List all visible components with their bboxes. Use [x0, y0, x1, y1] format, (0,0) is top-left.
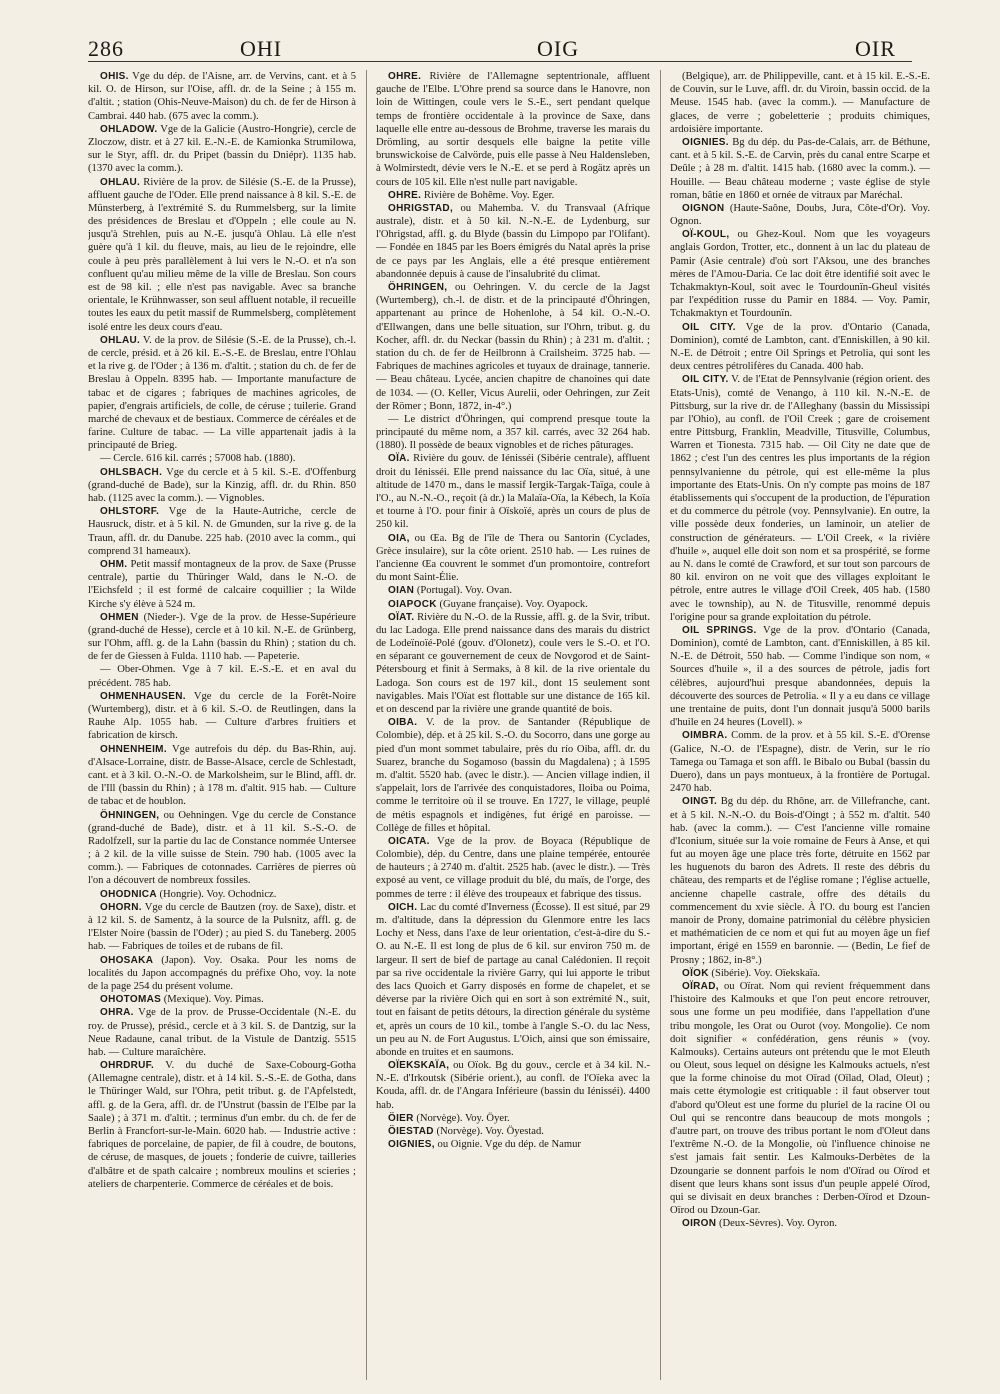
entry-text: Vge de la prov. d'Ontario (Canada, Dominion), comté de Lambton, cant. d'Enniskillen, à 90 kil. N.-E. de Détroit ; entre Oil Springs et Petrolia, qui sont les deux centres pétrolifères du Canada. 400 hab.: [670, 321, 930, 373]
entry-text: ou Oehringen. V. du cercle de la Jagst (Wurtemberg), ch.-l. de distr. et de la principauté d'Öhringen, appartenant au prince de Hohenlohe, à 54 kil. O.-N.-O. d'Ellwangen, dans une belle situation, sur l'Ohrn, tribut. g. du Kocher, affl. dr. du Neckar (bassin du Rhin) ; à 231 m. d'altit. ; station du ch. de fer de Heilbronn à Crailsheim. 3725 hab. — Fabriques de machines agricoles et tuyaux de drainage, tannerie. — Beau château. Lycée, ancien chapitre de chanoines qui date de 1034. — (O. Keller, Vicus Aurelii, oder Oehringen, zur Zeit der Römer ; Bonn, 1872, in-4°.): [376, 282, 650, 412]
entry-text: Rivière du gouv. de Iénisséi (Sibérie centrale), affluent droit du Iénisséi. Elle prend naissance du lac Oïa, situé, à une altitude de 1470 m., dans le massif Iergik-Targak-Taïga, coule à l'O., au N.-N.-O., reçoit (à dr.) la Malaïa-Oïa, la Kébech, la Koïa et tourne à l'O. pour finir à Oïskoïé, après un cours de plus de 250 kil.: [376, 453, 650, 531]
dictionary-entry: [670, 1217, 930, 1230]
entry-text: Vge de la Galicie (Austro-Hongrie), cercle de Zloczow, distr. et à 27 kil. E.-N.-E. de Kamionka Strumilowa, sur le Styr, affl. dr. du Pripet (bassin du Dniépr). 1135 hab. (1370 avec la comm.).: [88, 123, 356, 175]
entry-headword: OHLADOW.: [100, 123, 158, 135]
entry-headword: OIL CITY.: [682, 374, 729, 386]
entry-headword: OHRE.: [388, 189, 422, 201]
entry-text: V. de l'Etat de Pennsylvanie (région orient. des Etats-Unis), comté de Venango, à 110 kil. N.-N.-E. de Pittsburg, sur la rive dr. de l'Alleghany (bassin du Mississipi par l'Ohio), au confl. de l'Oil Creek ; gare de croisement entre Pittsburg, Franklin, Meadville, Titusville, Columbus, Warren et Tionesta. 7315 hab. — Oil City ne date que de 1862 ; c'est l'un des centres les plus importants de la région pennsylvanienne du pétrole, qui est elle-même la plus importante des Etats-Unis. On n'y compte pas moins de 187 établissements qui s'occupent de la production, de l'épuration et du commerce du pétrole (voy. Pennsylvanie). En outre, la ville possède deux fonderies, un laminoir, un atelier de construction de générateurs. — L'Oil Creek, « la rivière d'huile », auquel elle doit son nom et sa prospérité, se forme au N. dans le comté de Crawford, et sur tout son parcours de 80 kil. environ on ne voit que des villages exploitant le pétrole, entre autres le village d'Oil Creek, 405 hab. (1580 avec le township), au N. de Titusville, renommé depuis l'origine pour sa grande exploitation du pétrole.: [670, 374, 930, 623]
dictionary-entry: [670, 321, 930, 374]
entry-headword: OÏ-KOUL,: [682, 229, 730, 241]
entry-text: Rivière de Bohême. Voy. Eger.: [423, 189, 555, 201]
entry-headword: OIRON: [682, 1218, 717, 1230]
dictionary-entry: [88, 558, 356, 611]
dictionary-entry: [88, 993, 356, 1006]
entry-text: (Mexique). Voy. Pimas.: [163, 994, 264, 1006]
entry-headword: OIL SPRINGS.: [682, 624, 757, 636]
entry-text: (Portugal). Voy. Ovan.: [416, 585, 513, 597]
entry-text: Vge de la prov. de Prusse-Occidentale (N.-E. du roy. de Prusse), présid., cercle et à 3 kil. S. de Dantzig, sur la Neue Radaune, canal tribut. de la Vistule de Dantzig. 5515 hab. — Culture maraîchère.: [88, 1007, 356, 1058]
dictionary-entry: [376, 598, 650, 611]
dictionary-entry: [376, 70, 650, 189]
dictionary-entry: [88, 690, 356, 743]
entry-headword: OÏAT.: [388, 611, 415, 623]
entry-text: ou Oignie. Vge du dép. de Namur: [437, 1139, 581, 1151]
dictionary-entry: [376, 1112, 650, 1125]
entry-text: ou Ghez-Koul. Nom que les voyageurs anglais Gordon, Trotter, etc., donnent à un lac du plateau de Pamir (Asie centrale) d'où sort l'Aksou, une des branches mères de l'Amou-Daria. Ce lac doit être identifié soit avec le Tchakmaktyn-Koul, soit avec le Tourdounïn-Gheul visités par l'expédition russe du Pamir en 1884. — Voy. Pamir, Tchakmaktyn et Tourdounïn.: [670, 229, 930, 320]
dictionary-entry: [376, 1138, 650, 1151]
dictionary-entry: [88, 901, 356, 954]
entry-text: Lac du comté d'Inverness (Écosse). Il est situé, par 29 m. d'altitude, dans la dépression du Glenmore entre les lacs Lochy et Ness, dans l'axe de leur orientation, c'est-à-dire du S.-O. au N.-E. Il est long de plus de 6 kil. sur environ 750 m. de largeur. Il sert de bief de partage au canal Calédonien. Il reçoit par sa rive occidentale la rivière Garry, qui lui apporte le tribut des lacs Quoich et Garry disposés en forme de chapelet, et se déverse par la rivière Oich qui en sort à son extrémité N., suit, tout en faisant de petits détours, la direction générale du système et, après un cours de 10 kil., tombe à l'angle S.-O. du lac Ness, un peu au N. de Fort Augustus. L'Oich, ainsi que son émissaire, abonde en truites et en saumons.: [376, 901, 650, 1058]
entry-text: Vge de la prov. de Boyaca (République de Colombie), dép. du Centre, dans une plaine tempérée, entourée de hauteurs ; à 2740 m. d'altit. 2525 hab. (avec le distr.). — Très exposé au vent, ce village produit du blé, du maïs, de l'orge, des pommes de terre : il élève des troupeaux et fabrique des tissus.: [376, 835, 650, 900]
running-header: [30, 28, 970, 64]
entry-headword: OHRIGSTAD,: [388, 202, 454, 214]
dictionary-entry: [88, 809, 356, 888]
header-rule: [88, 61, 912, 62]
dictionary-entry: [670, 70, 930, 136]
dictionary-entry: [376, 1059, 650, 1112]
entry-text: (Belgique), arr. de Philippeville, cant. et à 15 kil. E.-S.-E. de Couvin, sur le Luve, affl. dr. du Viroin, bassin occid. de la Meuse. 1545 hab. (avec la comm.). — Manufacture de glaces, de verre ; gobeletterie ; produits chimiques, ardoisière importante.: [670, 71, 930, 135]
entry-headword: OINGT.: [682, 796, 718, 808]
entry-headword: ÖHRINGEN,: [388, 282, 448, 293]
dictionary-entry: [88, 1006, 356, 1059]
dictionary-entry: [376, 189, 650, 202]
entry-text: (Guyane française). Voy. Oyapock.: [439, 598, 588, 610]
column-2: [366, 70, 650, 1380]
entry-text: Vge autrefois du dép. du Bas-Rhin, auj. d'Alsace-Lorraine, distr. de Basse-Alsace, cercle de Schlestadt, cant. et à 3 kil. O.-N.-O. de Markolsheim, sur le Blind, affl. dr. de l'Ill (bassin du Rhin) ; à 178 m. d'altit. 915 hab. — Culture de tabac et de houblon.: [88, 743, 356, 808]
dictionary-entry: [88, 70, 356, 123]
entry-text: Petit massif montagneux de la prov. de Saxe (Prusse centrale), partie du Thüringer Wald, dans le N.-O. de l'Eichsfeld ; il est formé de calcaire coquillier ; la Wilde Kirche s'y élève à 524 m.: [88, 558, 356, 610]
entry-headword: OHRDRUF.: [100, 1060, 155, 1072]
dictionary-entry: [670, 202, 930, 228]
entry-headword: OHLSTORF.: [100, 506, 160, 518]
entry-headword: OHMEN: [100, 611, 139, 623]
header-right-guide-word: OIR: [855, 36, 896, 61]
entry-text: ou Mahemba. V. du Transvaal (Afrique australe), distr. et à 50 kil. N.-N.-E. de Lydenburg, sur l'Ohrigstad, affl. g. du Blyde (bassin du Limpopo par l'Olifant). — Fondée en 1845 par les Boers émigrés du Natal après la prise de ce pays par les Anglais, elle a été presque entièrement abandonnée depuis à cause de l'insalubrité du climat.: [376, 202, 650, 280]
entry-text: (Sibérie). Voy. Oïekskaïa.: [711, 967, 821, 979]
dictionary-entry: [376, 901, 650, 1059]
entry-text: Vge du cercle de la Forêt-Noire (Wurtemberg), distr. et à 6 kil. S.-O. de Reutlingen, dans la Rauhe Alp. 1055 hab. — Culture d'arbres fruitiers et fabrication de kirsch.: [88, 690, 356, 742]
entry-headword: OIGNON: [682, 202, 725, 214]
header-center-guide-word: OIG: [537, 36, 580, 61]
entry-text: (Nieder-). Vge de la prov. de Hesse-Supérieure (grand-duché de Hesse), cercle et à 10 kil. N.-E. de Grünberg, sur l'Ohm, affl. g. de la Lahn (bassin du Rhin) ; station du ch. de fer de Giessen à Fulda. 1110 hab. — Papeterie.: [88, 611, 356, 663]
entry-text: V. du duché de Saxe-Cobourg-Gotha (Allemagne centrale), distr. et à 14 kil. S.-S.-E. de Gotha, dans le Thüringer Wald, sur l'Ohra, petit tribut. g. de l'Apfelstedt, affl. g. de la Gera, affl. dr. de l'Unstrut (bassin de l'Elbe par la Saale) ; à 371 m. d'altit. ; terminus d'un embr. du ch. de fer de Berlin à Francfort-sur-le-Main. 6020 hab. — Industrie active : fabriques de porcelaine, de papier, de fil à coudre, de boutons, de céruse, de masques, de jouets ; fonderie de cuivre, tailleries d'albâtre et de spath calcaire ; nombreux moulins et scieries ; ateliers de charpenterie. Commerce de céréales et de bois.: [88, 1060, 356, 1190]
entry-headword: OIAN: [388, 585, 415, 597]
entry-headword: ÖHNINGEN,: [100, 809, 160, 821]
entry-headword: OHLSBACH.: [100, 466, 163, 478]
entry-headword: OIGNIES.: [682, 136, 729, 148]
entry-headword: OIGNIES,: [388, 1139, 435, 1151]
dictionary-entry: [88, 466, 356, 506]
entry-headword: OHLAU.: [100, 176, 141, 188]
dictionary-entry: [88, 1059, 356, 1191]
entry-text: — Cercle. 616 kil. carrés ; 57008 hab. (1880).: [100, 453, 296, 465]
dictionary-entry: [88, 743, 356, 809]
dictionary-entry: [88, 334, 356, 453]
entry-text: ou Oehningen. Vge du cercle de Constance (grand-duché de Bade), distr. et à 11 kil. S.-S.-O. de Radolfzell, sur la partie du lac de Constance nommée Untersee ; à 2 kil. de la ville suisse de Stein. 790 hab. (1005 avec la comm.). — Fabriques de cotonnades. Carrières de pierres où l'on a découvert de nombreux fossiles.: [88, 809, 356, 887]
entry-text: Bg du dép. du Pas-de-Calais, arr. de Béthune, cant. et à 5 kil. S.-E. de Carvin, près du canal entre Scarpe et Deûle ; à 28 m. d'altit. 1415 hab. (1680 avec la comm.). — Houille. — Beau château moderne ; vaste église de style roman, bâtie en 1860 et ornée de vitraux par Maréchal.: [670, 136, 930, 201]
dictionary-entry: [670, 624, 930, 730]
entry-headword: OHIS.: [100, 71, 129, 82]
entry-text: Vge de la prov. d'Ontario (Canada, Dominion), comté de Lambton, cant. d'Enniskillen, à 85 kil. N.-E. de Détroit, 550 hab. — Comme l'indique son nom, « Sources d'huile », il a des sources de pétrole, jadis fort célèbres, aujourd'hui presque abandonnées, depuis la découverte des sources de Petrolia. « Il y a eu dans ce village une trentaine de puits, dont l'un donnait jusqu'à 5000 barils d'huile en 24 heures (Lovell). »: [670, 624, 930, 729]
dictionary-entry: [376, 202, 650, 281]
column-3: [660, 70, 930, 1380]
dictionary-entry: [88, 123, 356, 176]
dictionary-entry: [670, 980, 930, 1217]
entry-headword: OHRE.: [388, 71, 422, 82]
entry-text: (Japon). Voy. Osaka. Pour les noms de localités du Japon accompagnés du préfixe Oho, voy. la note de la page 254 du présent volume.: [88, 954, 356, 992]
dictionary-entry: [670, 967, 930, 980]
entry-text: (Norvège). Voy. Öyestad.: [436, 1126, 544, 1137]
entry-headword: ÖIER: [388, 1112, 414, 1124]
entry-text: ou Œa. Bg de l'île de Thera ou Santorin (Cyclades, Grèce insulaire), sur la côte orient. 2510 hab. — Les ruines de l'ancienne Œa couvrent le sommet d'un promontoire, contrefort du mont Saint-Élie.: [376, 532, 650, 584]
dictionary-entry: [376, 413, 650, 453]
entry-headword: OHNENHEIM.: [100, 743, 167, 755]
entry-headword: OHMENHAUSEN.: [100, 690, 186, 702]
entry-headword: ÖIESTAD: [388, 1126, 434, 1137]
entry-headword: OÏEKSKAÏA,: [388, 1060, 450, 1072]
entry-headword: OÏA.: [388, 453, 410, 465]
entry-text: — Le district d'Öhringen, qui comprend presque toute la principauté du même nom, a 357 kil. carrés, avec 32 264 hab. (1880). Il possède de beaux vignobles et de riches pâturages.: [376, 413, 650, 452]
dictionary-entry: [670, 136, 930, 202]
entry-text: (Norvège). Voy. Öyer.: [416, 1112, 510, 1124]
dictionary-entry: [376, 835, 650, 901]
dictionary-entry: [376, 1125, 650, 1138]
entry-text: (Haute-Saône, Doubs, Jura, Côte-d'Or). Voy. Ognon.: [670, 202, 930, 228]
dictionary-entry: [670, 373, 930, 624]
entry-headword: OHLAU.: [100, 334, 141, 346]
dictionary-entry: [376, 611, 650, 717]
entry-text: Rivière du N.-O. de la Russie, affl. g. de la Svir, tribut. du lac Ladoga. Elle prend naissance dans des marais du district de Lodeïnoïé-Polé (gouv. d'Olonetz), coule vers le S.-O. et l'O. en séparant ce gouvernement de ceux de Novgorod et de Saint-Pétersbourg et finit à Sermaks, à 8 kil. de la rive orientale du Ladoga. Son cours est de 197 kil., dont 15 seulement sont navigables. Mais l'Oïat est flottable sur une distance de 165 kil. et on descend par la rivière une grande quantité de bois.: [376, 611, 650, 715]
dictionary-entry: [88, 452, 356, 465]
dictionary-entry: [376, 281, 650, 413]
entry-headword: OIL CITY.: [682, 321, 736, 333]
entry-headword: OÏOK: [682, 967, 709, 979]
entry-headword: OHORN.: [100, 901, 142, 913]
dictionary-entry: [376, 452, 650, 531]
entry-text: Rivière de l'Allemagne septentrionale, affluent gauche de l'Elbe. L'Ohre prend sa source dans le Hanovre, non loin de Wittingen, coule vers le S.-E., sert pendant quelque temps de frontière occidentale à la province de Saxe, dans laquelle elle entre au-dessous de Brohme, traverse les marais du Drömling, au sortir desquels elle baigne la petite ville brunswickoise de Calvörde, puis elle passe à Neu Haldensleben, à Wolmirstedt, dévie vers le N.-E. et se perd à Rogätz après un cours de 105 kil. Elle n'est nulle part navigable.: [376, 71, 650, 188]
dictionary-entry: [670, 729, 930, 795]
entry-text: V. de la prov. de Silésie (S.-E. de la Prusse), ch.-l. de cercle, présid. et à 26 kil. E.-S.-E. de Breslau, entre l'Ohlau et la rive g. de l'Oder ; à 136 m. d'altit. ; station du ch. de fer de Breslau à Oppeln. 8395 hab. — Importante manufacture de tabac et de cigares ; fabriques de machines agricoles, de papier, d'engrais artificiels, de colle, de céruse ; tuilerie. Grand marché de chevaux et de bestiaux. Commerce de céréales et de farine. Culture de tabac. — La ville appartenait jadis à la principauté de Brieg.: [88, 334, 356, 452]
entry-headword: OHOTOMAS: [100, 994, 162, 1006]
entry-headword: OHODNICA: [100, 888, 157, 900]
entry-text: (Hongrie). Voy. Ochodnicz.: [159, 888, 277, 900]
entry-text: ou Oïrat. Nom qui revient fréquemment dans l'histoire des Kalmouks et que l'on peut encore retrouver, sous une forme un peu modifiée, dans l'appellation d'une tribu mongole, les Orat ou Ourot (voy. Mongolie). Ce nom doit signifier « confédération, gens réunis » (voy. Kalmouks). Certains auteurs ont prétendu que le mot Eleuth ou Oleut, sous lequel on désigne les Kalmouks actuels, n'est que la forme chinoise du mot Oïrad (Oïlad, Olad, Oleut) ; mais cette étymologie est critiquable : il faut observer tout d'abord qu'Oleut est une forme du pluriel de la racine Ol ou Oul qui se rencontre dans beaucoup de mots mongols ; d'autre part, on trouve des tribus portant le nom d'Oleut dans l'extrême N.-O. de la Mongolie, où l'influence chinoise ne s'est jamais fait sentir. Les Kalmouks-Derbètes de la Dzoungarie se donnent parfois le nom d'Oïrad ou Oïrod et disent que leurs khans sont issus d'un peuple appelé Oïrod, qui se divisait en deux branches : Derben-Oïrod et Dzoun-Oïrod ou Dzoun-Gar.: [670, 980, 930, 1217]
entry-headword: OÏRAD,: [682, 980, 719, 992]
dictionary-entry: [88, 176, 356, 334]
dictionary-entry: [670, 228, 930, 320]
entry-headword: OHM.: [100, 558, 128, 570]
entry-text: Vge du dép. de l'Aisne, arr. de Vervins, cant. et à 5 kil. O. de Hirson, sur l'Oise, affl. dr. de la Seine ; à 155 m. d'altit. ; station (Ohis-Neuve-Maison) du ch. de fer de Hirson à Cambrai. 440 hab. (675 avec la comm.).: [88, 71, 356, 122]
page-number: 286: [88, 36, 124, 61]
entry-text: ou Oïok. Bg du gouv., cercle et à 34 kil. N.-N.-E. d'Irkoutsk (Sibérie orient.), au confl. de l'Oïeka avec la Kouda, affl. dr. de l'Angara Inférieure (bassin du Iénisséi). 4400 hab.: [376, 1060, 650, 1111]
entry-text: (Deux-Sèvres). Voy. Oyron.: [718, 1218, 838, 1230]
entry-headword: OICH.: [388, 901, 418, 913]
entry-text: Vge du cercle et à 5 kil. S.-E. d'Offenburg (grand-duché de Bade), sur la Kinzig, affl. dr. du Rhin. 850 hab. (1125 avec la comm.). — Vignobles.: [88, 466, 356, 504]
entry-text: Comm. de la prov. et à 55 kil. S.-E. d'Orense (Galice, N.-O. de l'Espagne), distr. de Verin, sur le río Tamega ou Tamaga et son affl. le Bibalo ou Bubal (bassin du Duero), dans un pays montueux, à la frontière de Portugal. 2470 hab.: [670, 730, 930, 795]
dictionary-entry: [376, 584, 650, 597]
dictionary-entry: [376, 532, 650, 585]
dictionary-entry: [88, 888, 356, 901]
entry-headword: OIMBRA.: [682, 730, 728, 742]
entry-text: Vge de la Haute-Autriche, cercle de Hausruck, distr. et à 5 kil. N. de Gmunden, sur la rive g. de la Traun, affl. dr. du Danube. 225 hab. (2010 avec la comm., qui comprend 31 hameaux).: [88, 506, 356, 557]
entry-text: Vge du cercle de Bautzen (roy. de Saxe), distr. et à 12 kil. S. de Samentz, à la source de la Pulsnitz, affl. g. de l'Elster Noire (bassin de l'Oder) ; au pied S. du Taneberg. 2005 hab. — Fabriques de toiles et de rubans de fil.: [88, 901, 356, 953]
entry-text: — Ober-Ohmen. Vge à 7 kil. E.-S.-E. et en aval du précédent. 785 hab.: [88, 664, 356, 689]
dictionary-entry: [670, 795, 930, 966]
entry-headword: OHOSAKA: [100, 954, 154, 966]
entry-headword: OICATA.: [388, 835, 430, 847]
dictionary-entry: [88, 505, 356, 558]
entry-text: Rivière de la prov. de Silésie (S.-E. de la Prusse), affluent gauche de l'Oder. Elle prend naissance à 8 kil. S.-E. de Münsterberg, à l'extrémité S. du Rummelsberg, sur la limite des présidences de Breslau et d'Oppeln ; elle coule au N. jusqu'à Strehlen, puis au N.-E. jusqu'à Ohlau. Là elle n'est guère qu'à 1 kil. du fleuve, mais, au lieu de le rejoindre, elle coule à peu près parallèlement à lui vers le N.-O. et n'a son confluent qu'au milieu même de la ville de Breslau. Son cours est de 98 kil. ; elle n'est pas navigable. Avec sa branche orientale, le Krühnwasser, son seul affluent notable, il recueille toutes les eaux du petit massif de Rummelsberg, complètement isolé entre les deux cours d'eau.: [88, 176, 356, 333]
header-left-guide-word: OHI: [240, 36, 283, 61]
entry-text: V. de la prov. de Santander (République de Colombie), dép. et à 25 kil. S.-O. du Socorro, dans une gorge au pied d'un mont sommet tabulaire, près du río Oiba, affl. dr. du Suarez, branche du Sogamoso (bassin du Magdalena) ; à 1595 m. d'altit. 5520 hab. (avec le distr.). — Ancien village indien, il s'appelait, lors de l'arrivée des conquistadores, Iloiba ou Poima, comme le territoire où il se trouve. En 1727, le village, peuplé de métis espagnols et indigènes, fut érigé en paroisse. — Collège de filles et hôpital.: [376, 717, 650, 834]
entry-headword: OIAPOCK: [388, 598, 437, 610]
dictionary-entry: [376, 716, 650, 835]
dictionary-entry: [88, 663, 356, 689]
entry-headword: OHRA.: [100, 1007, 134, 1019]
entry-text: Bg du dép. du Rhône, arr. de Villefranche, cant. et à 5 kil. N.-N.-O. du Bois-d'Oingt ; à 552 m. d'altit. 540 hab. (avec la comm.). — C'est l'ancienne ville romaine d'Iconium, située sur la voie romaine de Feurs à Anse, et qui fut au moyen âge une place très forte, détruite en 1562 par les huguenots du baron des Adrets. Il reste des débris du château, des remparts et de l'église romane ; l'église actuelle, ancienne chapelle castrale, offre des détails du commencement du xvie siècle. À l'O. du bourg est l'ancien manoir de Prony, domaine patrimonial du célèbre physicien et mathématicien de ce nom et qui fut au moyen âge un fief important, érigé en 1559 en baronnie. — (Bedin, Le fief de Prosny ; 1862, in-8°.): [670, 796, 930, 966]
entry-headword: OIBA.: [388, 717, 418, 729]
column-1: [88, 70, 356, 1380]
dictionary-entry: [88, 954, 356, 994]
dictionary-entry: [88, 611, 356, 664]
entry-headword: OIA,: [388, 532, 410, 544]
text-columns: [88, 70, 930, 1380]
